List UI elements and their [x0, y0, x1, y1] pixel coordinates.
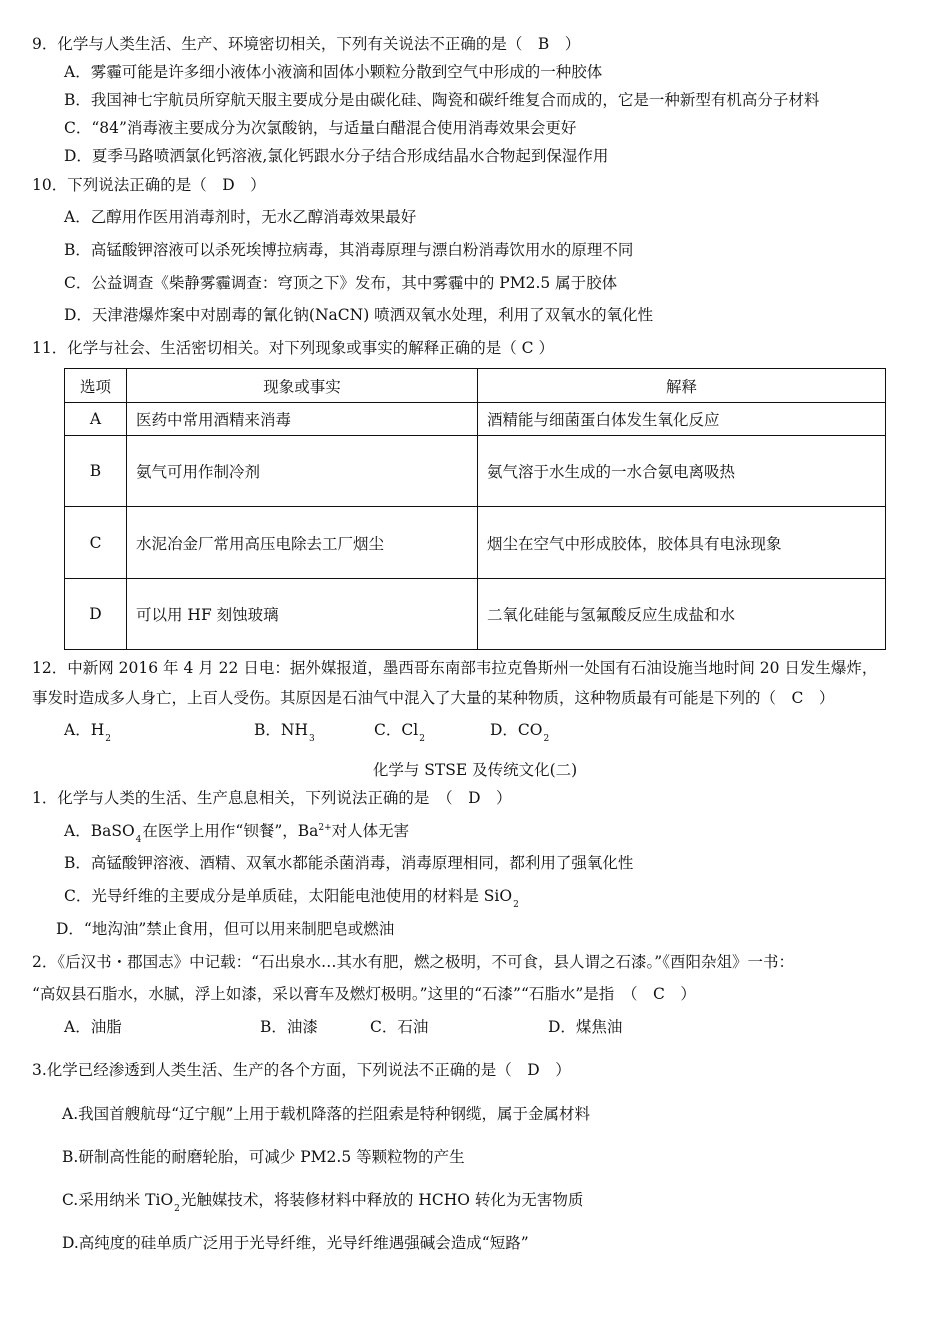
table-cell: 水泥冶金厂常用高压电除去工厂烟尘: [127, 507, 478, 579]
option-text: A．BaSO: [64, 822, 135, 840]
q9-stem: 9．化学与人类生活、生产、环境密切相关，下列有关说法不正确的是（ B ）: [32, 35, 581, 53]
s2-option-d: D．煤焦油: [548, 1018, 623, 1036]
table-cell: 烟尘在空气中形成胶体，胶体具有电泳现象: [478, 507, 886, 579]
table-cell: 氨气可用作制冷剂: [127, 436, 478, 507]
option-text: D．CO: [490, 721, 543, 739]
subscript: 2: [543, 734, 550, 744]
table-cell: 酒精能与细菌蛋白体发生氧化反应: [478, 403, 886, 436]
q10-option-b: B．高锰酸钾溶液可以杀死埃博拉病毒，其消毒原理与漂白粉消毒饮用水的原理不同: [64, 241, 634, 259]
s2-option-c: C．石油: [370, 1018, 429, 1036]
s1-option-c: [64, 886, 520, 910]
option-text: B．NH: [254, 721, 308, 739]
q10-option-d: D．天津港爆炸案中对剧毒的氰化钠(NaCN) 喷洒双氧水处理，利用了双氧水的氧化性: [64, 306, 654, 324]
table-cell: 二氧化硅能与氢氟酸反应生成盐和水: [478, 579, 886, 650]
s2-option-a: A．油脂: [64, 1018, 122, 1036]
q9-option-d: D．夏季马路喷洒氯化钙溶液,氯化钙跟水分子结合形成结晶水合物起到保湿作用: [64, 147, 609, 165]
option-text: 对人体无害: [331, 822, 410, 840]
q9-option-b: B．我国神七宇航员所穿航天服主要成分是由碳化硅、陶瓷和碳纤维复合而成的，它是一种新型有机高分子材料: [64, 91, 820, 109]
table-cell: A: [65, 403, 127, 436]
subscript: 2: [174, 1204, 180, 1214]
table-header-cell: 解释: [478, 369, 886, 403]
option-text: C．光导纤维的主要成分是单质硅，太阳能电池使用的材料是 SiO: [64, 887, 513, 905]
table-cell: B: [65, 436, 127, 507]
s3-option-c: [62, 1190, 584, 1214]
q12-line-2: 事发时造成多人身亡，上百人受伤。其原因是石油气中混入了大量的某种物质，这种物质最有可能是下列的（ C ）: [32, 689, 835, 707]
option-text: C．Cl: [374, 721, 419, 739]
q11-stem: 11．化学与社会、生活密切相关。对下列现象或事实的解释正确的是（ C ）: [32, 339, 554, 357]
q12-option-b: [254, 720, 316, 744]
s3-option-a: A.我国首艘航母“辽宁舰”上用于载机降落的拦阻索是特种钢缆，属于金属材料: [62, 1105, 590, 1123]
q12-line-1: 12．中新网 2016 年 4 月 22 日电：据外媒报道，墨西哥东南部韦拉克鲁斯州一处国有石油设施当地时间 20 日发生爆炸，: [32, 659, 878, 677]
s1-option-b: B．高锰酸钾溶液、酒精、双氧水都能杀菌消毒，消毒原理相同，都利用了强氧化性: [64, 854, 634, 872]
q10-option-a: A．乙醇用作医用消毒剂时，无水乙醇消毒效果最好: [64, 208, 417, 226]
option-text: 光触媒技术，将装修材料中释放的 HCHO 转化为无害物质: [180, 1191, 584, 1209]
option-text: C.采用纳米 TiO: [62, 1191, 174, 1209]
s1-option-a: [64, 821, 410, 845]
q10-option-c: C．公益调查《柴静雾霾调查：穹顶之下》发布，其中雾霾中的 PM2.5 属于胶体: [64, 274, 618, 292]
subscript: 4: [135, 835, 142, 845]
table-cell: 氨气溶于水生成的一水合氨电离吸热: [478, 436, 886, 507]
s3-stem: 3.化学已经渗透到人类生活、生产的各个方面，下列说法不正确的是（ D ）: [32, 1061, 571, 1079]
q12-option-c: [374, 720, 426, 744]
subscript: 3: [308, 734, 315, 744]
q10-stem: 10．下列说法正确的是（ D ）: [32, 176, 266, 194]
subscript: 2: [419, 734, 425, 744]
table-cell: 可以用 HF 刻蚀玻璃: [127, 579, 478, 650]
table-cell: 医药中常用酒精来消毒: [127, 403, 478, 436]
table-header-cell: 现象或事实: [127, 369, 478, 403]
q9-option-a: A．雾霾可能是许多细小液体小液滴和固体小颗粒分散到空气中形成的一种胶体: [64, 63, 603, 81]
table-header-row: [65, 369, 886, 403]
table-row: [65, 403, 886, 436]
table-row: [65, 507, 886, 579]
q12-option-a: [64, 720, 112, 744]
section-title: 化学与 STSE 及传统文化(二): [372, 761, 578, 779]
s1-stem: 1．化学与人类的生活、生产息息相关，下列说法正确的是 （ D ）: [32, 789, 512, 807]
table-header-cell: 选项: [65, 369, 127, 403]
q12-option-d: [490, 720, 550, 744]
table-row: [65, 436, 886, 507]
subscript: 2: [105, 734, 111, 744]
option-text: A．H: [64, 721, 105, 739]
superscript: 2+: [318, 823, 332, 833]
s3-option-b: B.研制高性能的耐磨轮胎，可减少 PM2.5 等颗粒物的产生: [62, 1148, 465, 1166]
table-row: [65, 579, 886, 650]
subscript: 2: [513, 900, 519, 910]
table-cell: C: [65, 507, 127, 579]
s2-option-b: B．油漆: [260, 1018, 318, 1036]
option-text: 在医学上用作“钡餐”，Ba: [142, 822, 319, 840]
table-cell: D: [65, 579, 127, 650]
s3-option-d: D.高纯度的硅单质广泛用于光导纤维，光导纤维遇强碱会造成“短路”: [62, 1234, 529, 1252]
s1-option-d: D．“地沟油”禁止食用，但可以用来制肥皂或燃油: [56, 920, 395, 938]
q9-option-c: C．“84”消毒液主要成分为次氯酸钠，与适量白醋混合使用消毒效果会更好: [64, 119, 577, 137]
s2-line-2: “高奴县石脂水，水腻，浮上如漆，采以膏车及燃灯极明。”这里的“石漆”“石脂水”是指 （ C ）: [32, 985, 696, 1003]
s2-line-1: 2．《后汉书・郡国志》中记载：“石出泉水…其水有肥，燃之极明，不可食，县人谓之石漆。”《酉阳杂俎》一书：: [32, 953, 794, 971]
q11-table: [64, 368, 886, 650]
